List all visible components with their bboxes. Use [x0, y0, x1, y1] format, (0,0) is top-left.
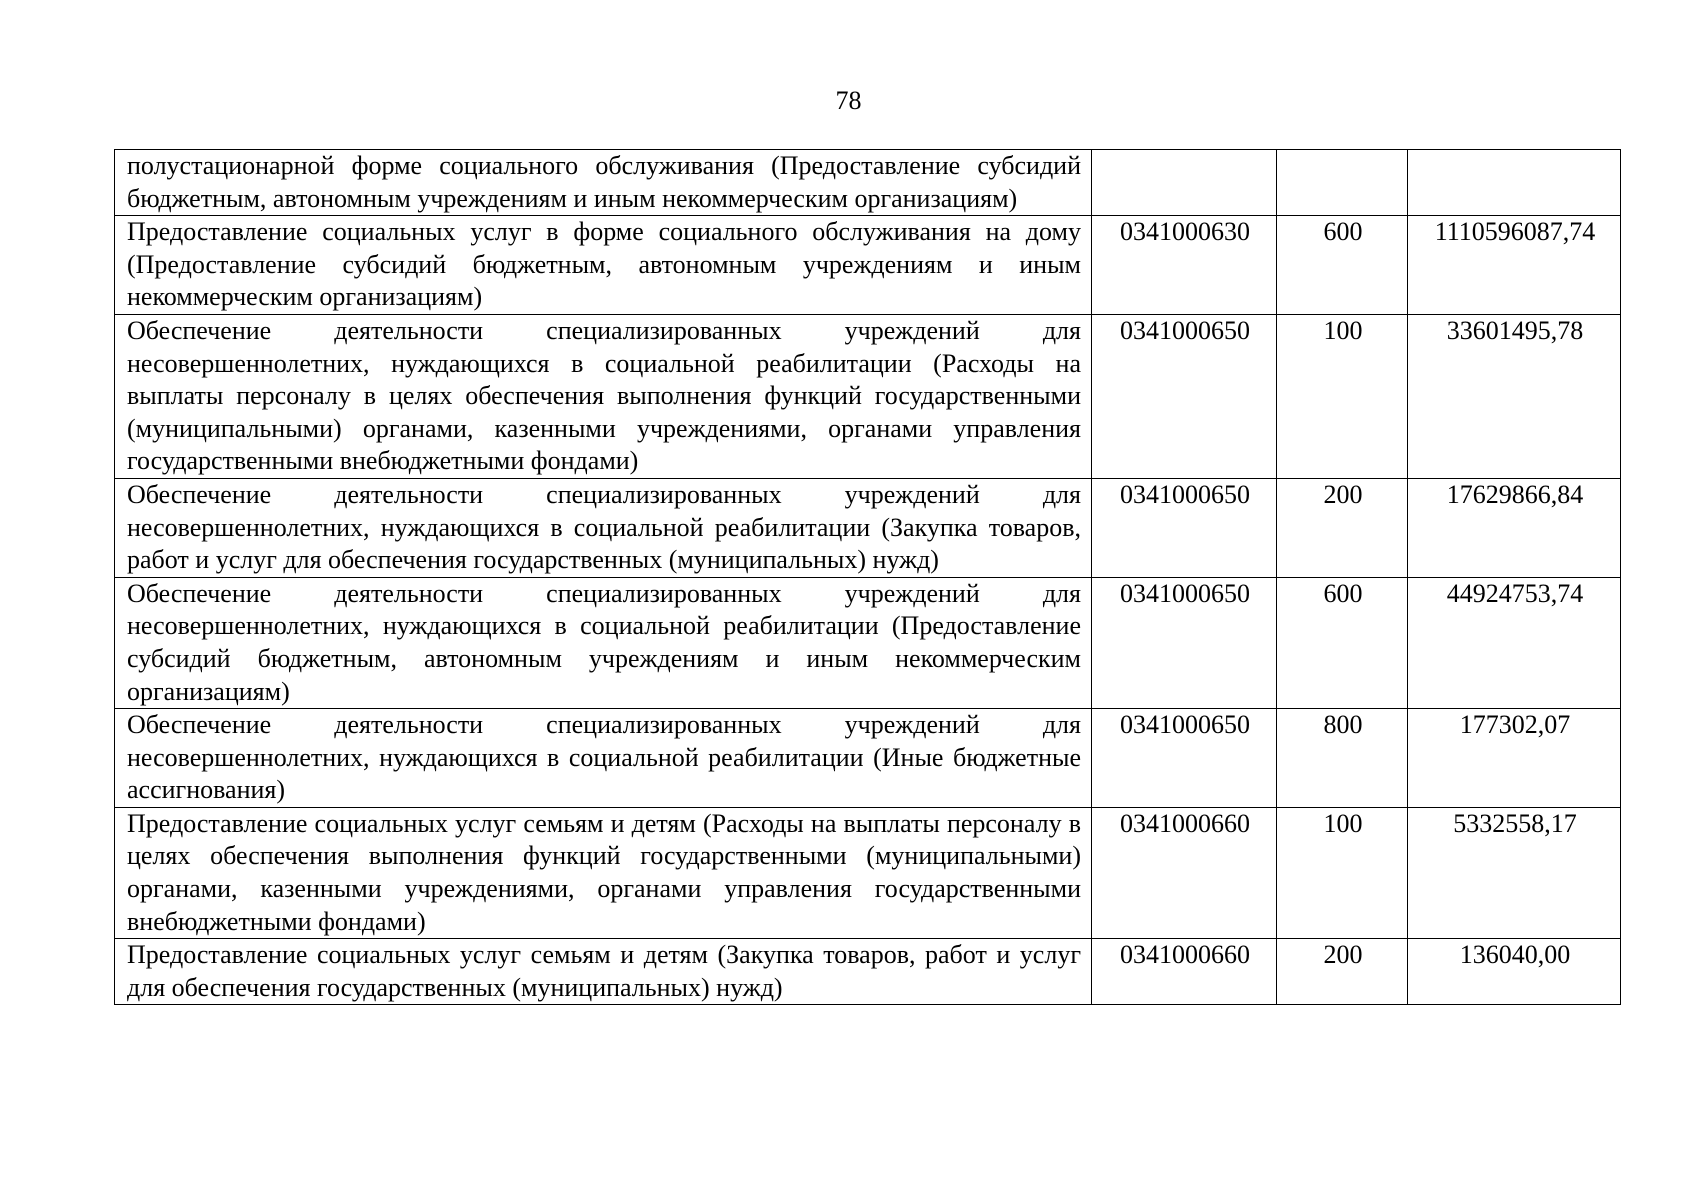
row-code: 0341000650: [1092, 314, 1277, 478]
table-row: [115, 150, 1621, 216]
row-amount: 1110596087,74: [1408, 216, 1621, 315]
row-amount: 17629866,84: [1408, 478, 1621, 577]
table-row: [115, 577, 1621, 708]
table-row: [115, 939, 1621, 1005]
row-description: Предоставление социальных услуг семьям и детям (Расходы на выплаты персоналу в целях обеспечения выполнения функций государственными (муниципальными) органами, казенными учреждениями, органами управления государственными внебюджетными фондами): [115, 807, 1092, 938]
row-description: Предоставление социальных услуг семьям и детям (Закупка товаров, работ и услуг для обеспечения государственных (муниципальных) нужд): [115, 939, 1092, 1005]
table-row: [115, 216, 1621, 315]
row-expense-type: 600: [1277, 216, 1408, 315]
table-row: [115, 478, 1621, 577]
row-amount: 177302,07: [1408, 709, 1621, 808]
row-expense-type: 200: [1277, 939, 1408, 1005]
table-row: [115, 709, 1621, 808]
table-row: [115, 807, 1621, 938]
row-code: 0341000660: [1092, 807, 1277, 938]
budget-table: [114, 149, 1621, 1005]
row-amount: 44924753,74: [1408, 577, 1621, 708]
row-code: [1092, 150, 1277, 216]
row-amount: [1408, 150, 1621, 216]
row-amount: 136040,00: [1408, 939, 1621, 1005]
row-expense-type: 100: [1277, 314, 1408, 478]
row-expense-type: 200: [1277, 478, 1408, 577]
row-description: Обеспечение деятельности специализированных учреждений для несовершеннолетних, нуждающихся в социальной реабилитации (Предоставление субсидий бюджетным, автономным учреждениям и иным некоммерческим организациям): [115, 577, 1092, 708]
row-description: Обеспечение деятельности специализированных учреждений для несовершеннолетних, нуждающихся в социальной реабилитации (Расходы на выплаты персоналу в целях обеспечения выполнения функций государственными (муниципальными) органами, казенными учреждениями, органами управления государственными внебюджетными фондами): [115, 314, 1092, 478]
row-description: полустационарной форме социального обслуживания (Предоставление субсидий бюджетным, автономным учреждениям и иным некоммерческим организациям): [115, 150, 1092, 216]
row-code: 0341000650: [1092, 709, 1277, 808]
table-row: [115, 314, 1621, 478]
row-expense-type: [1277, 150, 1408, 216]
row-description: Предоставление социальных услуг в форме социального обслуживания на дому (Предоставление субсидий бюджетным, автономным учреждениям и иным некоммерческим организациям): [115, 216, 1092, 315]
row-code: 0341000650: [1092, 478, 1277, 577]
page-number: 78: [835, 86, 862, 115]
row-expense-type: 100: [1277, 807, 1408, 938]
row-description: Обеспечение деятельности специализированных учреждений для несовершеннолетних, нуждающихся в социальной реабилитации (Иные бюджетные ассигнования): [115, 709, 1092, 808]
row-amount: 33601495,78: [1408, 314, 1621, 478]
row-amount: 5332558,17: [1408, 807, 1621, 938]
row-expense-type: 600: [1277, 577, 1408, 708]
row-expense-type: 800: [1277, 709, 1408, 808]
row-description: Обеспечение деятельности специализированных учреждений для несовершеннолетних, нуждающихся в социальной реабилитации (Закупка товаров, работ и услуг для обеспечения государственных (муниципальных) нужд): [115, 478, 1092, 577]
row-code: 0341000630: [1092, 216, 1277, 315]
row-code: 0341000650: [1092, 577, 1277, 708]
row-code: 0341000660: [1092, 939, 1277, 1005]
